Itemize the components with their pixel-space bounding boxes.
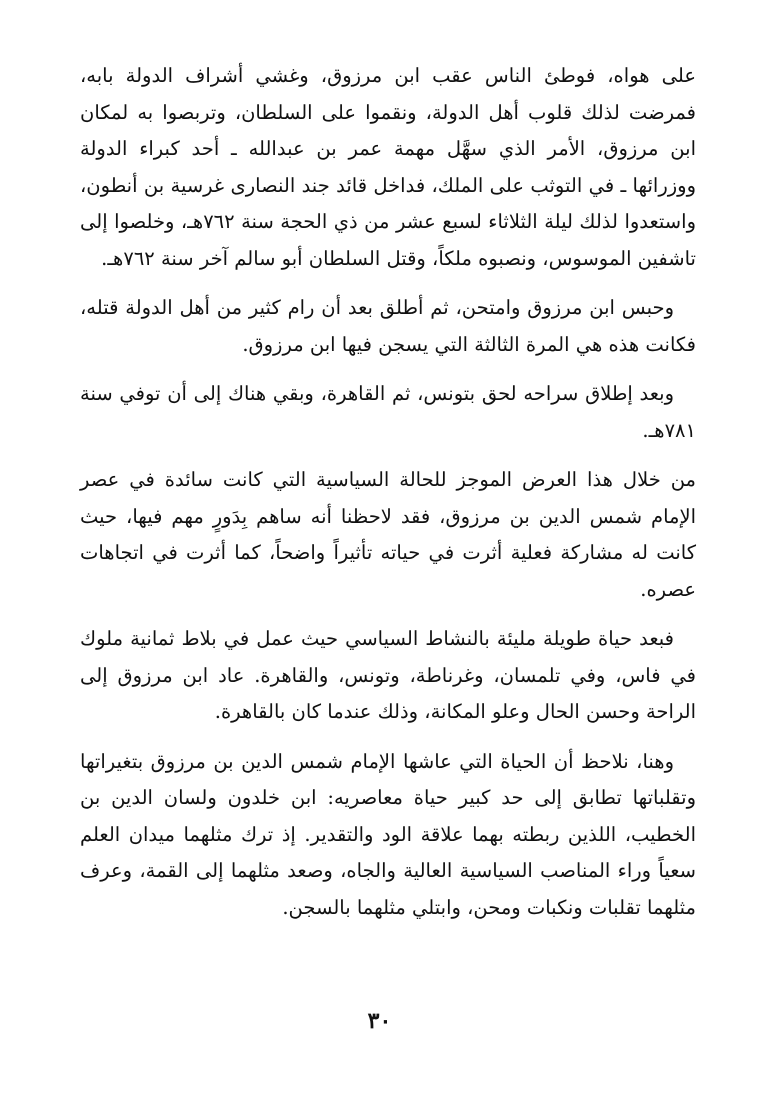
paragraph-1: على هواه، فوطئ الناس عقب ابن مرزوق، وغشي أشراف الدولة بابه، فمرضت لذلك قلوب أهل الدولة، ونقموا على السلطان، وتربصوا به لمكان ابن مرزوق، الأمر الذي سهَّل مهمة عمر بن عبدالله ـ أحد كبراء الدولة ووزرائها ـ في التوثب على الملك، فداخل قائد جند النصارى غرسية بن أنطون، واستعدوا لذلك ليلة الثلاثاء لسبع عشر من ذي الحجة سنة ٧٦٢هـ، وخلصوا إلى تاشفين الموسوس، ونصبوه ملكاً، وقتل السلطان أبو سالم آخر سنة ٧٦٢هـ. — [80, 64, 696, 270]
paragraph-3: وبعد إطلاق سراحه لحق بتونس، ثم القاهرة، وبقي هناك إلى أن توفي سنة ٧٨١هـ. — [80, 382, 696, 442]
paragraph-2: وحبس ابن مرزوق وامتحن، ثم أطلق بعد أن رام كثير من أهل الدولة قتله، فكانت هذه هي المرة الثالثة التي يسجن فيها ابن مرزوق. — [80, 296, 696, 356]
paragraph-6: وهنا، نلاحظ أن الحياة التي عاشها الإمام شمس الدين بن مرزوق بتغيراتها وتقلباتها تطابق إلى حد كبير حياة معاصريه: ابن خلدون ولسان الدين بن الخطيب، اللذين ربطته بهما علاقة الود والتقدير. إذ ترك مثلهما ميدان العلم سعياً وراء المناصب السياسية العالية والجاه، وصعد مثلهما إلى القمة، وعرف مثلهما تقلبات ونكبات ومحن، وابتلي مثلهما بالسجن. — [80, 749, 696, 919]
paragraph-4: من خلال هذا العرض الموجز للحالة السياسية التي كانت سائدة في عصر الإمام شمس الدين بن مرزوق، فقد لاحظنا أنه ساهم بِدَورٍ مهم فيها، حيث كانت له مشاركة فعلية أثرت في حياته تأثيراً واضحاً، كما أثرت في اتجاهات عصره. — [80, 468, 696, 601]
paragraph-5: فبعد حياة طويلة مليئة بالنشاط السياسي حيث عمل في بلاط ثمانية ملوك في فاس، وفي تلمسان، وغرناطة، وتونس، والقاهرة. عاد ابن مرزوق إلى الراحة وحسن الحال وعلو المكانة، وذلك عندما كان بالقاهرة. — [80, 627, 696, 723]
page-body — [80, 58, 696, 939]
page-number: ٣٠ — [367, 1008, 392, 1034]
